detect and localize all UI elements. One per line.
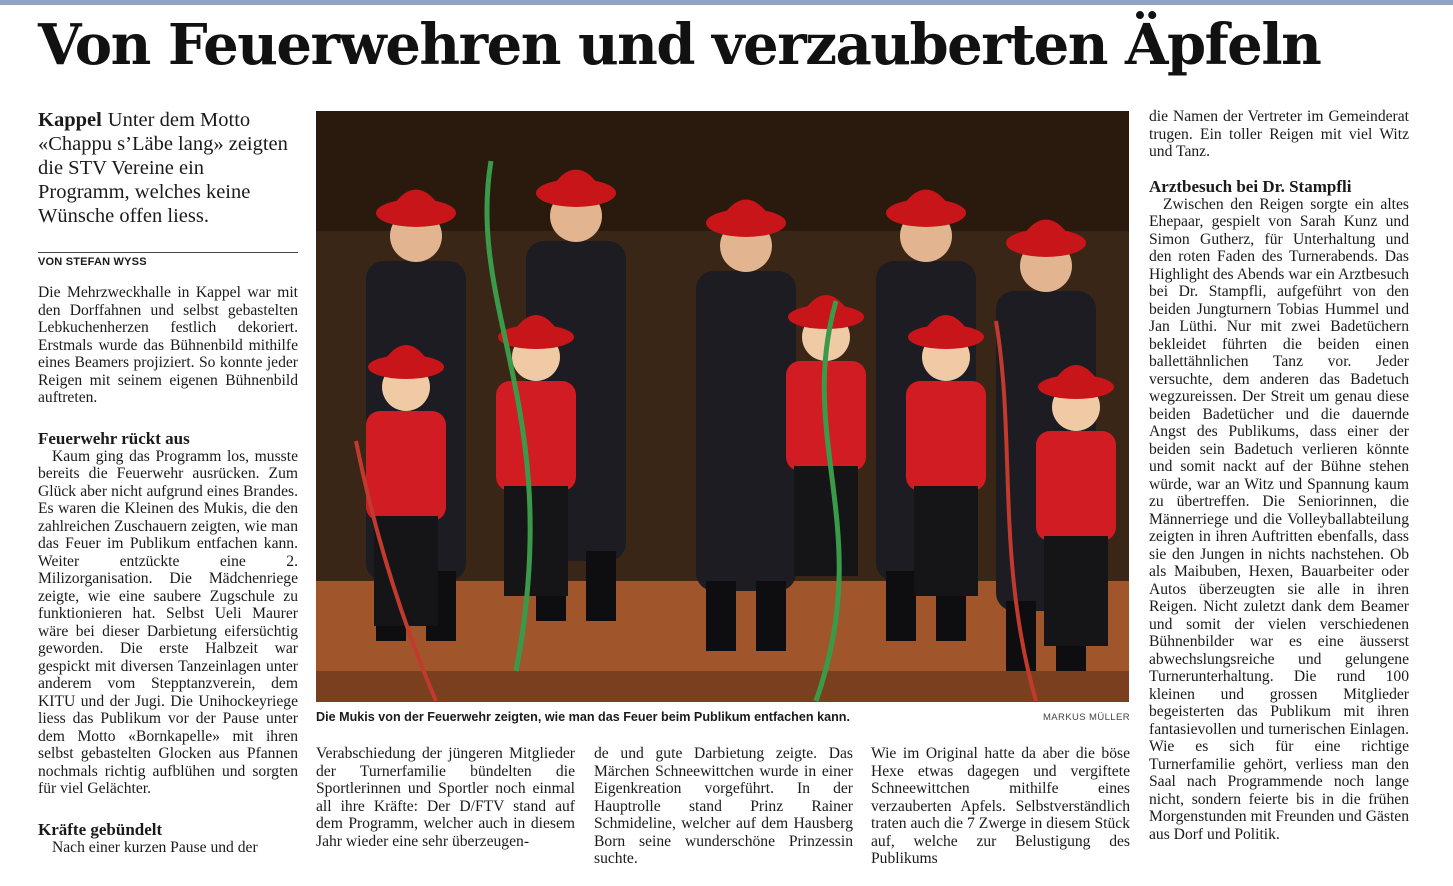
column-5	[1149, 108, 1409, 843]
column-1	[38, 284, 298, 856]
column-2-text: Verabschiedung der jüngeren Mitglieder der Turnerfamilie bündelten die Sportlerinnen und Sportler noch einmal all ihre Kräfte: Der D/FTV stand auf dem Programm, welcher auch in diesem Jahr wieder eine sehr überzeugen-	[316, 745, 575, 850]
adult-boot-left-3	[706, 581, 736, 651]
column-4	[871, 745, 1130, 868]
lead-dateline: Kappel	[38, 109, 102, 131]
child-trousers-3	[794, 466, 858, 576]
paragraph-feuerwehr: Kaum ging das Programm los, musste bereits die Feuerwehr ausrücken. Zum Glück aber nicht aufgrund eines Brandes. Es waren die Kleinen des Mukis, die den zahlreichen Zuschauern zeigten, wie man das Feuer im Publikum entfachen kann. Weiter entzückte eine 2. Milizorganisation. Die Mädchenriege zeigte, wie eine saubere Zugschule zu funktionieren hat. Selbst Ueli Maurer wäre bei dieser Darbietung eifersüchtig geworden. Die erste Halbzeit war gespickt mit diversen Tanzeinlagen unter anderem vom Stepptanzverein, dem KITU und der Jugi. Die Unihockeyriege liess das Publikum vor der Pause unter dem Motto «Bornkapelle» mit ihren selbst gebastelten Glocken aus Pfannen nochmals richtig aufblühen und sorgten für viel Gelächter.	[38, 447, 298, 797]
adult-uniform-3	[696, 271, 796, 591]
child-shirt-5	[1036, 431, 1116, 541]
column-3	[594, 745, 853, 868]
adult-boot-right-3	[756, 581, 786, 651]
article-headline: Von Feuerwehren und verzauberten Äpfeln	[38, 12, 1321, 78]
column-5-continuation: die Namen der Vertreter im Gemeinderat trugen. Ein toller Reigen mit viel Witz und Tanz.	[1149, 108, 1409, 160]
firefighter-children-photo	[316, 111, 1129, 702]
photo-caption: Die Mukis von der Feuerwehr zeigten, wie man das Feuer beim Publikum entfachen kann.	[316, 710, 850, 724]
child-trousers-5	[1044, 536, 1108, 646]
child-shirt-1	[366, 411, 446, 521]
byline-rule	[38, 252, 298, 253]
paragraph-kraefte-start: Nach einer kurzen Pause und der	[52, 838, 258, 856]
subheading-kraefte: Kräfte gebündelt	[38, 819, 163, 839]
subheading-arztbesuch: Arztbesuch bei Dr. Stampfli	[1149, 176, 1352, 196]
paragraph-arztbesuch: Zwischen den Reigen sorgte ein altes Ehepaar, gespielt von Sarah Kunz und Simon Gutherz, für Unterhaltung und den roten Faden des Turnerabends. Das Highlight des Abends war ein Arztbesuch bei Dr. Stampfli, aufgeführt von den beiden Jungturnern Tobias Hummel und Jan Lüthi. Nur mit zwei Badetüchern bekleidet führten die beiden einen ballettähnlichen Tanz vor. Jeder versuchte, dem anderen das Badetuch wegzureissen. Der Streit um genau diese beiden Badetücher und die dauernde Angst des Publikums, dass einer der beiden sein Badetuch verlieren könnte und somit nackt auf der Bühne stehen würde, war an Witz und Spannung kaum zu übertreffen. Die Seniorinnen, die Männerriege und die Volleyballabteilung zeigten in ihren Auftritten ebenfalls, dass sie den Jungen in nichts nachstehen. Ob als Maibuben, Hexen, Bauarbeiter oder Autos überzeugten sie alle in ihren Reigen. Nicht zuletzt dank dem Beamer und somit der vielen verschiedenen Bühnenbilder war es eine äusserst abwechslungsreiche und gelungene Turnerunterhaltung. Die rund 100 kleinen und grossen Mitglieder begeisterten das Publikum mit ihren fantasievollen und turnerischen Einlagen. Wie es sich für eine richtige Turnerfamilie gehört, verliess man den Saal nach Programmende noch lange nicht, sondern feierte bis in die frühen Morgenstunden mit Freunden und Gästen aus Dorf und Politik.	[1149, 195, 1409, 843]
lead-text: Unter dem Motto «Chappu s’Läbe lang» zeigten die STV Vereine ein Programm, welches keine Wünsche offen liess.	[38, 109, 288, 227]
child-trousers-2	[504, 486, 568, 596]
child-shirt-4	[906, 381, 986, 491]
article-photo	[316, 111, 1129, 702]
top-color-bar	[0, 0, 1453, 5]
intro-paragraph: Die Mehrzweckhalle in Kappel war mit den Dorffahnen und selbst gebastelten Lebkuchenherzen festlich dekoriert. Erstmals wurde das Bühnenbild mithilfe eines Beamers projiziert. So konnte jeder Reigen mit seinem eigenen Bühnenbild auftreten.	[38, 284, 298, 406]
subheading-feuerwehr: Feuerwehr rückt aus	[38, 428, 190, 448]
adult-boot-left-4	[886, 571, 916, 641]
adult-boot-right-2	[586, 551, 616, 621]
column-4-text: Wie im Original hatte da aber die böse Hexe etwas dagegen und vergiftete Schneewittchen mithilfe eines verzauberten Apfels. Selbstverständlich traten auch die 7 Zwerge in diesem Stück auf, welche zur Belustigung des Publikums	[871, 745, 1130, 867]
child-trousers-4	[914, 486, 978, 596]
article-lead	[38, 108, 300, 228]
byline: VON STEFAN WYSS	[38, 256, 147, 268]
column-2	[316, 745, 575, 850]
child-shirt-2	[496, 381, 576, 491]
child-trousers-1	[374, 516, 438, 626]
stage-edge	[316, 671, 1129, 702]
photo-credit: MARKUS MÜLLER	[1042, 712, 1130, 723]
column-3-text: de und gute Darbietung zeigte. Das Märchen Schneewittchen wurde in einer Eigenkreation vorgeführt. In der Hauptrolle stand Prinz Rainer Schmideline, welcher auf dem Hausberg Born seine wunderschöne Prinzessin suchte.	[594, 745, 853, 867]
